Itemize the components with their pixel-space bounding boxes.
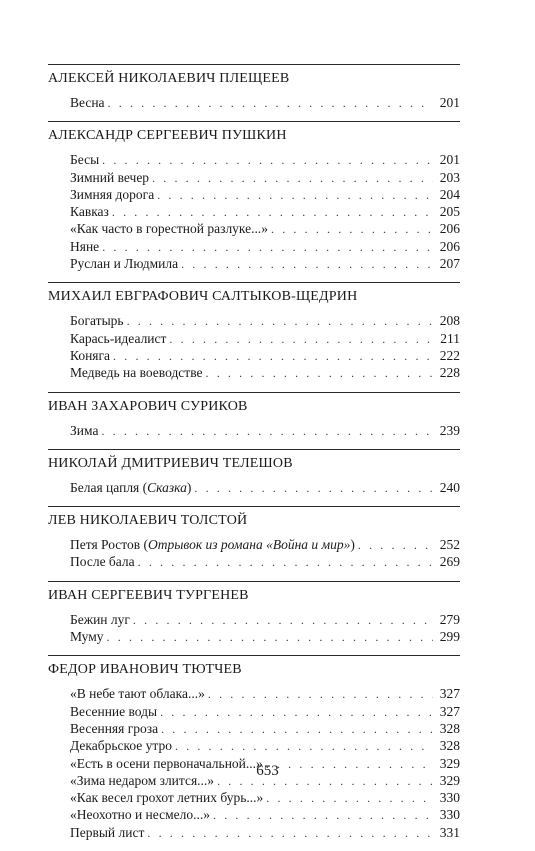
entry-page-number: 239 <box>439 422 460 438</box>
toc-entry <box>48 685 460 702</box>
entry-title-text: «Как часто в горестной разлуке...» <box>70 221 269 237</box>
entry-title-text: «Неохотно и несмело...» <box>70 807 211 823</box>
entry-page-number: 208 <box>439 313 460 329</box>
dot-leader <box>169 331 433 348</box>
entry-title <box>70 479 191 496</box>
toc-entry <box>48 611 460 628</box>
toc-entry <box>48 479 460 496</box>
toc-section <box>48 581 460 656</box>
toc-entry <box>48 255 460 272</box>
entry-title <box>70 330 166 347</box>
entry-title-text: Бесы <box>70 152 100 168</box>
entry-title <box>70 238 99 255</box>
toc-section <box>48 449 460 506</box>
entry-title <box>70 169 149 186</box>
entry-title <box>70 737 172 754</box>
dot-leader <box>157 187 433 204</box>
toc-entry <box>48 737 460 754</box>
toc-section <box>48 282 460 391</box>
entry-title <box>70 94 105 111</box>
entry-title-text: Зимний вечер <box>70 169 150 185</box>
toc-entry <box>48 720 460 737</box>
dot-leader <box>138 554 433 571</box>
entry-title-text: «Зима недаром злится...» <box>70 772 215 788</box>
toc-section <box>48 655 460 851</box>
entry-page-number: 207 <box>439 256 460 272</box>
entry-title-suffix: ) <box>350 537 355 553</box>
entry-title-text: «Есть в осени первоначальной...» <box>70 755 263 771</box>
entry-title-text: Богатырь <box>70 313 124 329</box>
dot-leader <box>160 704 433 721</box>
toc-section <box>48 121 460 282</box>
toc-entry <box>48 312 460 329</box>
entry-title <box>70 611 130 628</box>
entry-page-number: 252 <box>439 537 460 553</box>
entry-title-italic: Отрывок из романа «Война и мир» <box>148 537 351 553</box>
entry-page-number: 327 <box>439 686 460 702</box>
author-heading: АЛЕКСЕЙ НИКОЛАЕВИЧ ПЛЕЩЕЕВ <box>48 71 290 86</box>
entry-title-text: Муму <box>70 629 104 645</box>
entry-page-number: 329 <box>439 772 460 788</box>
entry-page-number: 329 <box>439 755 460 771</box>
entry-page-number: 228 <box>439 365 460 381</box>
entry-title-italic: Сказка <box>147 479 187 495</box>
page-number: 653 <box>256 763 279 779</box>
entry-page-number: 240 <box>439 479 460 495</box>
entry-title-text: Бежин луг <box>70 611 130 627</box>
entry-page-number: 206 <box>439 221 460 237</box>
toc-entry <box>48 789 460 806</box>
entry-page-number: 279 <box>439 611 460 627</box>
entry-page-number: 330 <box>439 807 460 823</box>
entry-page-number: 205 <box>439 204 460 220</box>
entry-page-number: 222 <box>439 347 460 363</box>
entry-title-text: После бала <box>70 554 135 570</box>
entry-title <box>70 806 210 823</box>
entry-title <box>70 220 268 237</box>
entry-title <box>70 186 154 203</box>
dot-leader <box>266 790 433 807</box>
entry-title-text: Медведь на воеводстве <box>70 365 203 381</box>
dot-leader <box>101 423 433 440</box>
entry-title <box>70 255 178 272</box>
entry-page-number: 203 <box>439 169 460 185</box>
entry-title-text: Петя Ростов ( <box>70 537 149 553</box>
author-heading: НИКОЛАЙ ДМИТРИЕВИЧ ТЕЛЕШОВ <box>48 455 293 471</box>
dot-leader <box>113 348 433 365</box>
author-heading: ИВАН ЗАХАРОВИЧ СУРИКОВ <box>48 398 248 414</box>
entry-title <box>70 364 203 381</box>
entry-title <box>70 789 263 806</box>
entry-title <box>70 553 135 570</box>
author-heading: ФЕДОР ИВАНОВИЧ ТЮТЧЕВ <box>48 662 242 678</box>
entry-page-number: 269 <box>439 554 460 570</box>
toc-entry <box>48 536 460 553</box>
entry-title-text: Первый лист <box>70 824 145 840</box>
entry-page-number: 328 <box>439 720 460 736</box>
toc-entry <box>48 553 460 570</box>
entry-title-text: Зима <box>70 422 99 438</box>
entry-title-text: Зимняя дорога <box>70 186 155 202</box>
entry-title <box>70 347 110 364</box>
dot-leader <box>112 204 433 221</box>
entry-title-text: Коняга <box>70 347 111 363</box>
entry-page-number: 327 <box>439 703 460 719</box>
entry-title <box>70 824 144 841</box>
dot-leader <box>152 170 433 187</box>
toc-entry <box>48 151 460 168</box>
entry-title-text: Декабрьское утро <box>70 738 172 754</box>
dot-leader <box>107 629 433 646</box>
entry-title-text: Руслан и Людмила <box>70 256 179 272</box>
toc-entry <box>48 203 460 220</box>
dot-leader <box>108 95 433 112</box>
toc-entry <box>48 422 460 439</box>
toc-section <box>48 64 460 121</box>
toc-entry <box>48 806 460 823</box>
author-heading: ЛЕВ НИКОЛАЕВИЧ ТОЛСТОЙ <box>48 513 248 529</box>
dot-leader <box>127 313 433 330</box>
toc-entry <box>48 169 460 186</box>
toc-entry <box>48 238 460 255</box>
entry-title-text: Весенняя гроза <box>70 720 159 736</box>
toc-entry <box>48 94 460 111</box>
entry-title <box>70 720 158 737</box>
dot-leader <box>213 807 433 824</box>
toc-section <box>48 506 460 581</box>
dot-leader <box>194 480 433 497</box>
entry-title-text: Белая цапля ( <box>70 479 148 495</box>
entry-title <box>70 422 98 439</box>
dot-leader <box>147 825 433 842</box>
toc-entry <box>48 824 460 841</box>
entry-title-text: Няне <box>70 238 100 254</box>
dot-leader <box>181 256 433 273</box>
entry-page-number: 206 <box>439 238 460 254</box>
entry-title <box>70 685 205 702</box>
dot-leader <box>133 612 433 629</box>
entry-title-text: Кавказ <box>70 204 109 220</box>
entry-title <box>70 151 99 168</box>
entry-title-text: Весенние воды <box>70 703 158 719</box>
toc-entry <box>48 330 460 347</box>
toc-section <box>48 392 460 449</box>
entry-title <box>70 203 109 220</box>
entry-title <box>70 703 157 720</box>
author-heading: ИВАН СЕРГЕЕВИЧ ТУРГЕНЕВ <box>48 587 249 603</box>
entry-page-number: 204 <box>439 186 460 202</box>
dot-leader <box>358 537 433 554</box>
entry-title <box>70 536 355 553</box>
dot-leader <box>175 738 433 755</box>
entry-page-number: 328 <box>439 738 460 754</box>
entry-title <box>70 312 124 329</box>
entry-page-number: 201 <box>439 152 460 168</box>
toc-entry <box>48 347 460 364</box>
dot-leader <box>206 365 434 382</box>
toc-entry <box>48 186 460 203</box>
entry-title-text: Весна <box>70 95 105 110</box>
dot-leader <box>208 686 433 703</box>
entry-title-suffix: ) <box>186 479 192 495</box>
author-heading: АЛЕКСАНДР СЕРГЕЕВИЧ ПУШКИН <box>48 128 287 144</box>
dot-leader <box>271 221 433 238</box>
entry-title-text: «Как весел грохот летних бурь...» <box>70 790 264 806</box>
toc-entry <box>48 364 460 381</box>
entry-page-number: 331 <box>439 824 460 840</box>
dot-leader <box>161 721 433 738</box>
toc-entry <box>48 628 460 645</box>
entry-page-number: 299 <box>439 629 460 645</box>
entry-page-number: 211 <box>440 330 460 346</box>
entry-title-text: Карась-идеалист <box>70 330 167 346</box>
entry-page-number: 330 <box>439 790 460 806</box>
dot-leader <box>102 239 433 256</box>
dot-leader <box>102 152 433 169</box>
entry-title-text: «В небе тают облака...» <box>70 686 205 702</box>
toc-entry <box>48 220 460 237</box>
entry-title <box>70 628 104 645</box>
entry-page-number: 201 <box>439 95 460 110</box>
table-of-contents <box>48 64 460 851</box>
toc-entry <box>48 703 460 720</box>
author-heading: МИХАИЛ ЕВГРАФОВИЧ САЛТЫКОВ-ЩЕДРИН <box>48 289 358 305</box>
